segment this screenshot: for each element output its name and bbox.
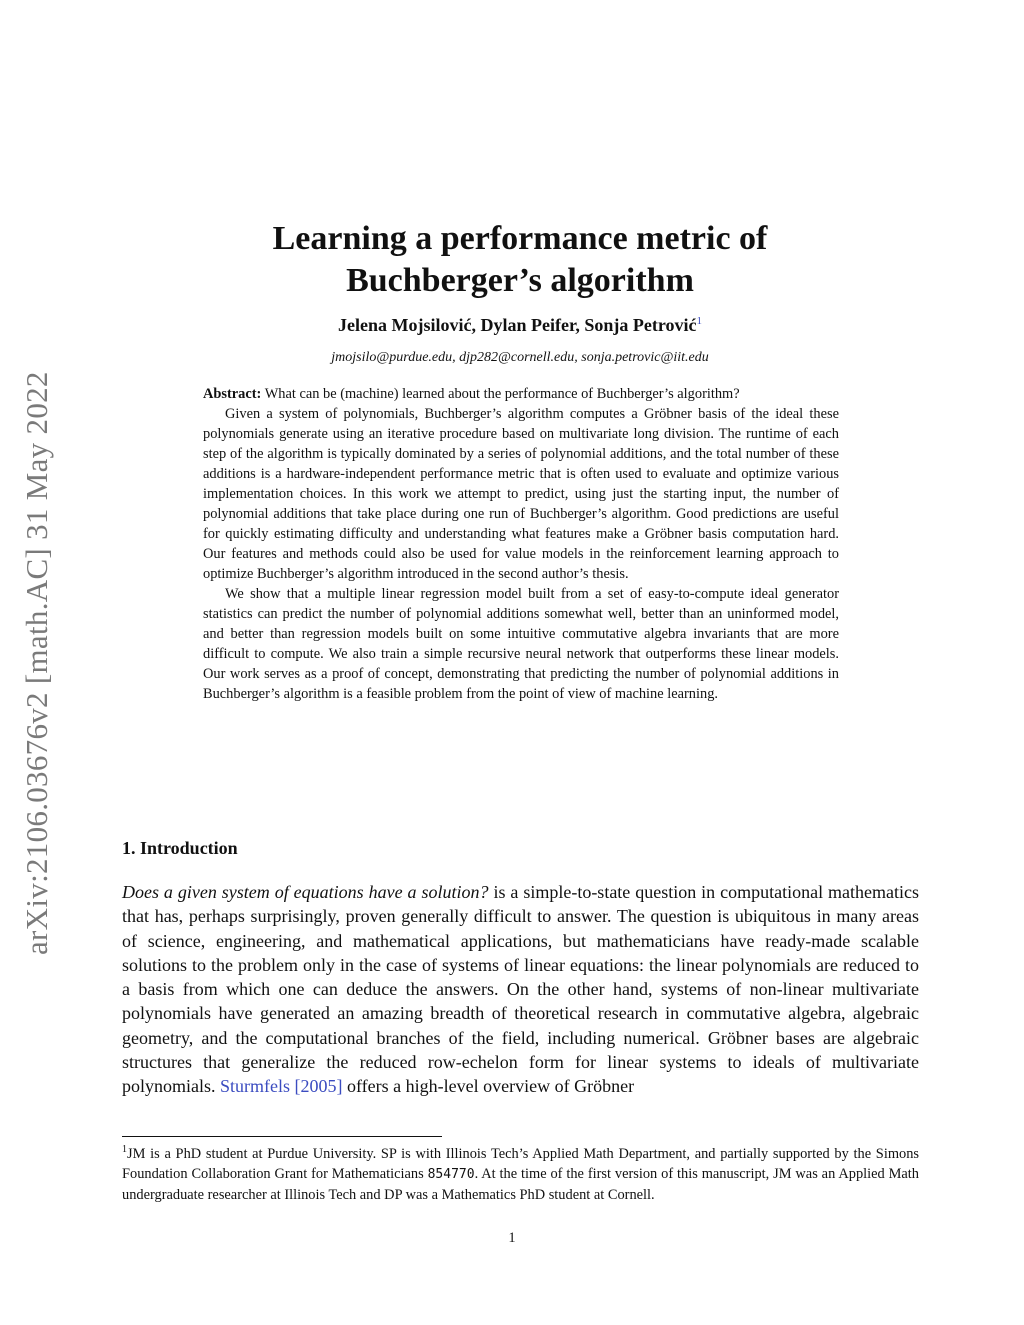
author-list [120,315,920,336]
grant-number: 854770 [427,1166,475,1182]
intro-text-1: is a simple-to-state question in computational mathematics that has, perhaps surprisingly, proven generally difficult to answer. The question is ubiquitous in many areas of science, engineering, and mathematical applications, but mathematicians have ready-made scalable solutions to the problem only in the case of systems of linear equations: the linear polynomials are reduced to a basis from which one can deduce the answers. On the other hand, systems of non-linear multivariate polynomials have generated an amazing breadth of theoretical research in commutative algebra, algebraic geometry, and the computational branches of the field, including numerical. Gröbner bases are algebraic structures that generalize the reduced row-echelon form for linear systems to ideals of multivariate polynomials. [122,882,920,1097]
paper-title [120,218,920,302]
section-heading-introduction: 1. Introduction [122,838,238,858]
abstract-label: Abstract: [203,386,262,402]
title-line-1: Learning a performance metric of [272,220,768,257]
footnote-text-1: JM is a PhD student at Purdue University. SP is with Illinois Tech’s Applied Math Department, and partially supported by the Simons Foundation Collaboration Grant for Mathematicians [122,1145,919,1182]
citation-year-link[interactable]: [2005] [294,1076,343,1097]
intro-question: Does a given system of equations have a solution? [122,882,489,902]
abstract-paragraph-1 [203,384,839,404]
page-number: 1 [508,1230,516,1246]
arxiv-identifier: arXiv:2106.03676v2 [math.AC] 31 May 2022 [19,371,54,955]
introduction-paragraph [122,880,919,1099]
intro-text-2: offers a high-level overview of Gröbner [342,1076,635,1097]
abstract [203,384,839,704]
footnote-text-2: . At the time of the first version of this manuscript, JM was an Applied Math undergraduate researcher at Illinois Tech and DP was a Mathematics PhD student at Cornell. [122,1165,919,1203]
footnote-divider [122,1136,442,1137]
author-names: Jelena Mojsilović, Dylan Peifer, Sonja Petrović [338,315,697,335]
title-line-2: Buchberger’s algorithm [346,262,694,299]
footnote-text [122,1140,919,1205]
abstract-question: What can be (machine) learned about the performance of Buchberger’s algorithm? [264,386,740,402]
abstract-paragraph-3: We show that a multiple linear regression model built from a set of easy-to-compute ideal generator statistics can predict the number of polynomial additions somewhat well, better than an uninformed model, and better than regression models built on some intuitive commutative algebra invariants that are more difficult to compute. We also train a simple recursive neural network that outperforms these linear models. Our work serves as a proof of concept, demonstrating that predicting the number of polynomial additions in Buchberger’s algorithm is a feasible problem from the point of view of machine learning. [203,586,839,702]
author-emails: jmojsilo@purdue.edu, djp282@cornell.edu, sonja.petrovic@iit.edu [331,350,709,365]
footnote-mark: 1 [122,1144,127,1155]
footnote [122,1140,919,1205]
author-footnote-link[interactable]: 1 [696,315,702,327]
citation-author-link[interactable]: Sturmfels [220,1076,290,1097]
abstract-paragraph-2: Given a system of polynomials, Buchberger’s algorithm computes a Gröbner basis of the ideal these polynomials generate using an iterative procedure based on multivariate long division. The runtime of each step of the algorithm is typically dominated by a series of polynomial additions, and the total number of these additions is a hardware-independent performance metric that is often used to evaluate and optimize various implementation choices. In this work we attempt to predict, using just the starting input, the number of polynomial additions that take place during one run of Buchberger’s algorithm. Good predictions are useful for quickly estimating difficulty and understanding what features make a Gröbner basis computation hard. Our features and methods could also be used for value models in the reinforcement learning approach to optimize Buchberger’s algorithm introduced in the second author’s thesis. [203,406,839,582]
introduction-body [122,880,919,1099]
